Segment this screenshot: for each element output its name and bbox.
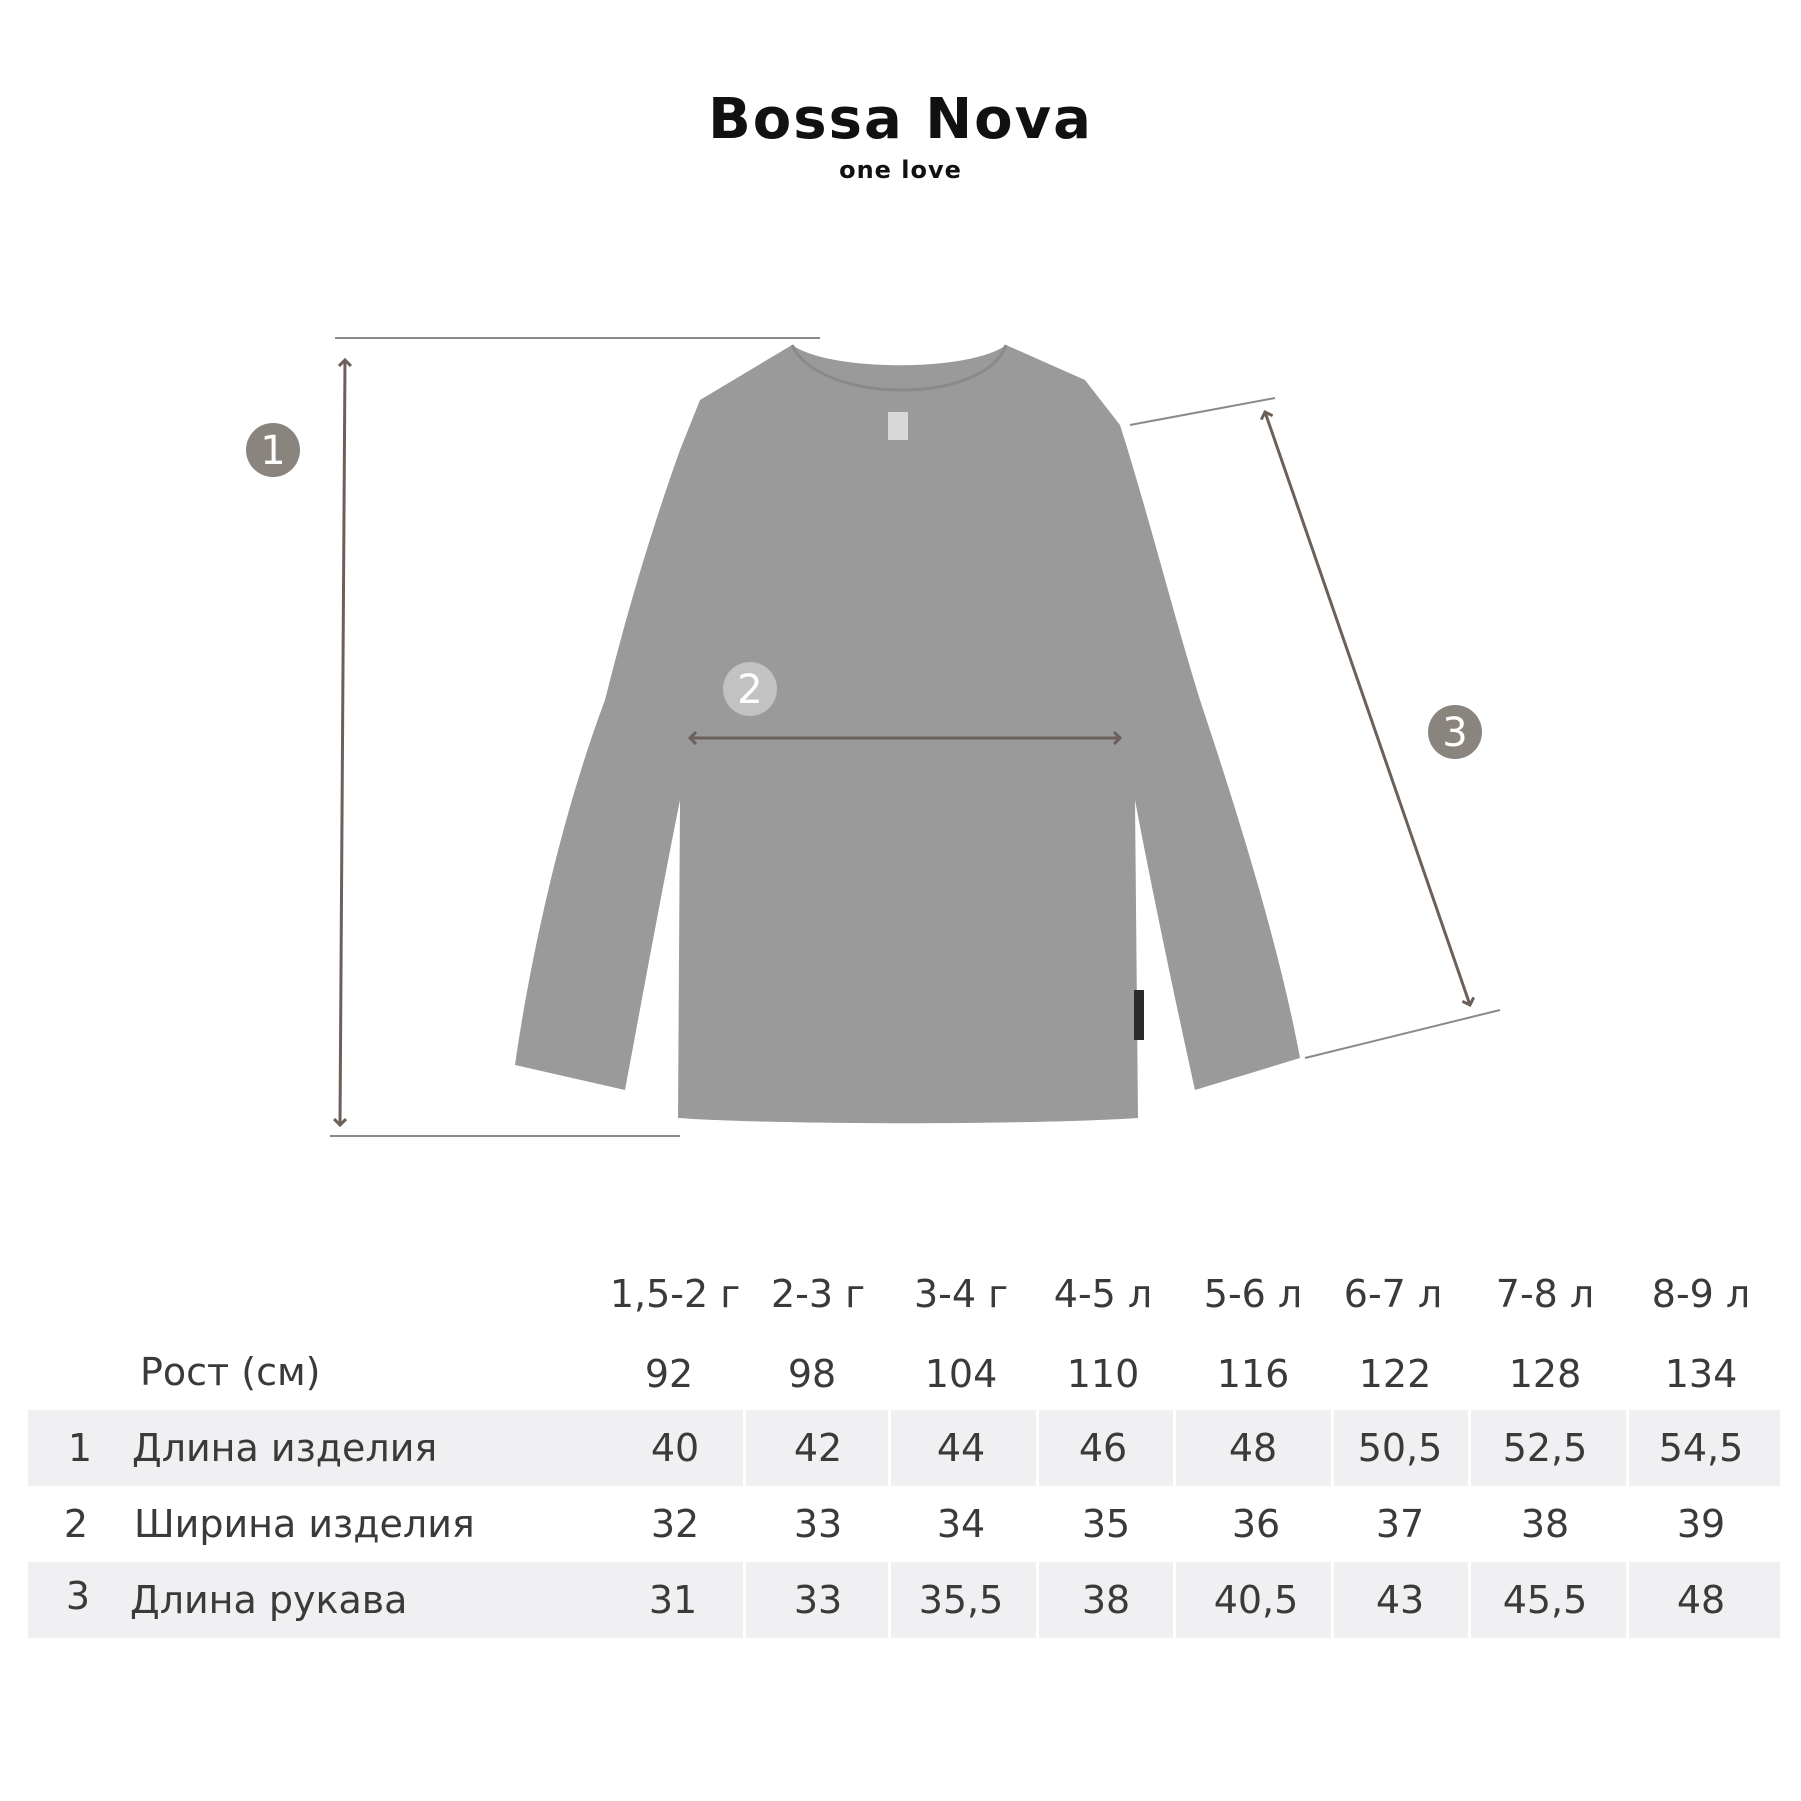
cell-value: 38 [1520, 1502, 1570, 1546]
height-value: 128 [1508, 1352, 1582, 1396]
row-number: 1 [67, 1426, 93, 1470]
cell-value: 35 [1081, 1502, 1131, 1546]
brand-name: Bossa Nova [708, 87, 1093, 152]
cell-value: 34 [936, 1502, 986, 1546]
size-header: 8-9 л [1651, 1272, 1751, 1316]
arrow-sleeve [1265, 412, 1470, 1005]
table-row [28, 1562, 1780, 1638]
size-header: 2-3 г [770, 1272, 866, 1316]
size-header: 5-6 л [1203, 1272, 1303, 1316]
height-value: 116 [1216, 1352, 1290, 1396]
size-header: 3-4 г [913, 1272, 1009, 1316]
cell-value: 39 [1676, 1502, 1726, 1546]
cell-value: 37 [1375, 1502, 1425, 1546]
cell-value: 54,5 [1658, 1426, 1744, 1470]
row-label: Длина изделия [132, 1426, 438, 1470]
size-table [28, 1260, 1780, 1638]
cell-value: 32 [650, 1502, 700, 1546]
cell-value: 35,5 [918, 1578, 1004, 1622]
cell-value: 36 [1231, 1502, 1281, 1546]
cell-value: 40,5 [1213, 1578, 1299, 1622]
cell-value: 31 [648, 1578, 698, 1622]
cell-value: 48 [1676, 1578, 1726, 1622]
height-row-label: Рост (см) [140, 1350, 321, 1394]
badge-2-label: 2 [737, 667, 763, 713]
row-number: 3 [65, 1574, 91, 1618]
size-header: 1,5-2 г [609, 1272, 741, 1316]
badge-3 [1428, 705, 1482, 759]
size-header: 6-7 л [1343, 1272, 1443, 1316]
height-value: 92 [644, 1352, 694, 1396]
cell-value: 45,5 [1502, 1578, 1588, 1622]
badge-1 [246, 423, 300, 477]
brand-tagline: one love [839, 156, 962, 184]
cell-value: 40 [650, 1426, 700, 1470]
height-value: 110 [1066, 1352, 1140, 1396]
longsleeve-shirt-illustration [515, 345, 1300, 1123]
table-row [28, 1486, 1780, 1562]
height-value: 122 [1358, 1352, 1432, 1396]
height-row [28, 1332, 1780, 1412]
cell-value: 33 [793, 1502, 843, 1546]
height-value: 104 [924, 1352, 998, 1396]
guide-line-shoulder [1130, 398, 1275, 425]
arrow-length [340, 360, 345, 1125]
cell-value: 44 [936, 1426, 986, 1470]
neck-label [888, 412, 908, 440]
cell-value: 38 [1081, 1578, 1131, 1622]
height-value: 134 [1664, 1352, 1738, 1396]
table-row [28, 1410, 1780, 1486]
badge-2 [723, 662, 777, 716]
cell-value: 46 [1078, 1426, 1128, 1470]
cell-value: 50,5 [1357, 1426, 1443, 1470]
size-header: 4-5 л [1053, 1272, 1153, 1316]
cell-value: 43 [1375, 1578, 1425, 1622]
cell-value: 48 [1228, 1426, 1278, 1470]
size-header: 7-8 л [1495, 1272, 1595, 1316]
cell-value: 33 [793, 1578, 843, 1622]
row-label: Длина рукава [130, 1578, 408, 1622]
size-header-row [28, 1252, 1780, 1332]
cell-value: 52,5 [1502, 1426, 1588, 1470]
shirt-body [515, 345, 1300, 1123]
guide-line-cuff [1305, 1010, 1500, 1058]
row-label: Ширина изделия [134, 1502, 475, 1546]
side-tag [1134, 990, 1144, 1040]
row-number: 2 [63, 1502, 89, 1546]
badge-1-label: 1 [260, 428, 286, 474]
badge-3-label: 3 [1442, 710, 1468, 756]
height-value: 98 [787, 1352, 837, 1396]
cell-value: 42 [793, 1426, 843, 1470]
